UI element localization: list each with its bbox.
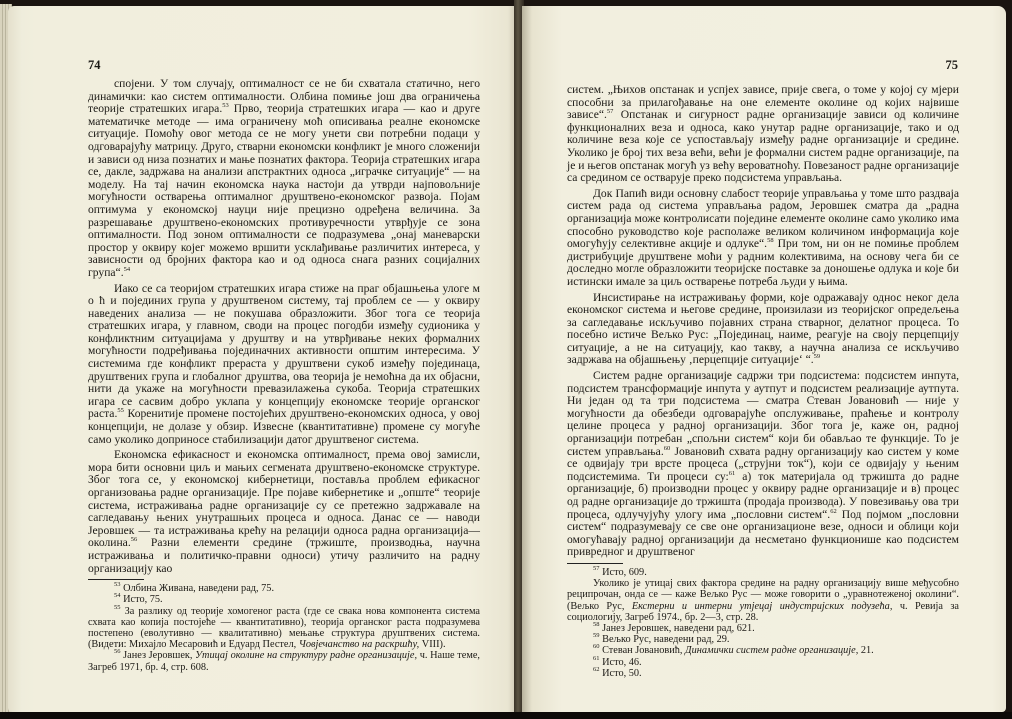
footnote <box>567 564 959 578</box>
footnote-number: 54 <box>114 592 121 600</box>
text-run: Прво, теорија стратешких игара — као и друге математичке методе — има ограничену моћ описивања реалне економске ситуације. Помоћу овог метода се не могу унети сви потребни подаци у одговарајућу матрицу. Друго, стварни економски конфликт је много сложенији и зависи од низа познатих и мање познатих фактора. Теорија стратешких игара се, дакле, задржава на анализи апстрактних односа „играчке ситуације“ — на моделу. На тај начин економска наука настоји да утврди најповољније могућности остварења оптималног друштвено-економског развоја. Појам оптимума у економској науци није прецизно одређена величина. За разрешавање друштвено-економских противуречности утврђује се зона оптималности. Под зоном оптималности се подразумева „онај маневарски простор у оквиру којег можемо вршити усклађивање различитих интереса, у зависности од бројних фактора као и од односа снага разних социјалних група“. <box>88 102 480 279</box>
italic-title: Утицај околине на структуру радне организације, <box>195 650 418 662</box>
italic-title: Екстерни и интерни утјецај индустријских подузећа, <box>631 600 893 612</box>
footnote-ref: 58 <box>767 237 774 245</box>
text-run: ч. Ревија за социологију, Загреб 1974., бр. 2—3, стр. 28. <box>567 600 960 623</box>
text-run: Јанез Јеровшек, <box>123 650 196 662</box>
footnote-ref: 59 <box>813 353 821 361</box>
paragraph <box>88 78 480 280</box>
footnote <box>88 603 480 651</box>
footnote-ref: 53 <box>222 102 229 110</box>
footnotes <box>88 579 480 673</box>
footnote <box>567 578 959 623</box>
left-page <box>8 6 516 712</box>
text-run: Јанез Јеровшек, наведени рад, 621. <box>602 622 755 634</box>
footnote-ref: 61 <box>728 469 736 477</box>
footnote-number: 60 <box>593 643 600 651</box>
text-run: ч. Наше теме, Загреб 1971, бр. 4, стр. 608. <box>88 650 481 673</box>
text-column <box>567 84 959 679</box>
footnote-ref: 56 <box>130 536 138 544</box>
text-run: Олбина Живана, наведени рад, 75. <box>123 583 275 595</box>
text-run: Инсистирање на истраживању форми, које одражавају однос неког дела економског система и његове средине, произилази из теоријског опредељења за сагледавање искључиво појавних страна стварног, делатног процеса. То посебно истиче Вељко Рус: „Појединац, наиме, реагује на своју перцепцију ситуације, а не на ситуацију, као такву, а научна анализа се искључиво задржава на објашњењу ‚перцепције ситуације‘ “. <box>567 290 959 367</box>
text-run: При том, ни он не помиње проблем дистрибуције друштвене моћи у радним колективима, на основу чега би се доследно могле образложити теоријске поставке за доношење одлука и које би истински имале за циљ остварење потреба људи у њима. <box>567 237 959 288</box>
page-number: 75 <box>945 58 958 72</box>
paragraph <box>88 449 480 575</box>
footnote <box>567 634 959 645</box>
footnote <box>567 645 959 656</box>
footnote <box>88 594 480 605</box>
paragraph <box>88 283 480 447</box>
text-run: 21. <box>858 645 874 657</box>
footnote-ref: 57 <box>606 108 614 116</box>
footnote <box>567 665 959 679</box>
footnote-rule <box>88 579 144 580</box>
text-run: Јовановић схвата радну организацију као систем у коме се одвијају три врсте процеса („струјни ток“), који се одвијају у њеним подсистемима. Ти процеси су: <box>567 444 959 483</box>
footnote-ref: 55 <box>117 407 124 415</box>
footnote <box>567 654 959 668</box>
text-run: а) ток материјала од тржишта до радне организације, б) производни процес у оквиру радне организације и в) процес од радне организације до тржишта (продаја производа). У повезивању ова три процеса, одлучујућу улогу има „пословни систем“. <box>567 469 959 521</box>
text-column <box>88 78 480 673</box>
footnote-number: 56 <box>114 648 121 656</box>
text-run: Исто, 46. <box>602 656 642 668</box>
right-page <box>522 6 1006 712</box>
page-number: 74 <box>88 58 101 72</box>
text-run: спојени. У том случају, оптималност се не би схватала статично, него динамички: као систем оптималности. Олбина помиње још два ограничења теорије стратешких игара. <box>88 77 480 116</box>
text-run: Исто, 609. <box>602 566 647 578</box>
footnote-number: 61 <box>593 654 600 662</box>
paragraph <box>567 370 959 559</box>
text-run: Исто, 50. <box>602 667 642 679</box>
footnote-number: 59 <box>593 632 600 640</box>
text-run: Разни елементи средине (тржиште, производња, научна истраживања и политичко-правни односи) утичу различито на радну организацију као <box>88 536 480 575</box>
paragraph <box>567 84 959 185</box>
scan-border <box>0 712 1012 719</box>
text-run: VIII). <box>419 639 446 651</box>
footnote-number: 62 <box>593 665 600 673</box>
text-run: Коренитије промене постојећих друштвено-економских односа, у овој концепцији, не долазе у обзир. Извесне (квантитативне) промене су могуће само уколико доприносе стабилизацији датог друштвеног система. <box>88 407 480 446</box>
text-run: Уколико је утицај свих фактора средине на радну организацију више међусобно реципрочан, онда се — каже Вељко Рус — може говорити о „уравнотеженој околини“. (Вељко Рус, <box>567 578 959 612</box>
footnote <box>88 583 480 594</box>
text-run: Стеван Јовановић, <box>602 645 686 657</box>
italic-title: Динамички систем радне организације, <box>685 645 859 657</box>
footnote <box>567 620 959 634</box>
body-text <box>88 78 480 575</box>
text-run: За разлику од теорије хомогеног раста (где се свака нова компонента система схвата као копија постојеће — квантитативно), теорија органског раста подразумева постепено (еволутивно — квалитативно) мењање структура друштвених система. (Видети: Михајло Месаровић и Едуард Пестел, <box>88 605 480 651</box>
paragraph <box>567 188 959 289</box>
text-run: Опстанак и сигурност радне организације зависи од количине функционалних веза и односа, како унутар радне организације, тако и од количине веза које се успостављају између радне организације и средине. Уколико је број тих веза већи, већи је формални систем радне организације, па је и његов опстанак могућ уз већу вероватноћу. Повезаност радне организације са средином се остварује преко подсистема управљања. <box>567 108 959 185</box>
paragraph <box>567 292 959 368</box>
text-run: систем. „Њихов опстанак и успјех зависе, прије свега, о томе у којој су мјери способни за прилагођавање на оне елементе околине од којих највише зависе“. <box>567 83 959 122</box>
footnote-ref: 54 <box>123 265 131 273</box>
footnote-number: 53 <box>114 581 121 589</box>
footnote <box>88 650 480 672</box>
footnote-rule <box>567 563 623 564</box>
footnote-number: 55 <box>114 603 121 611</box>
body-text <box>567 84 959 559</box>
footnotes <box>567 563 959 679</box>
text-run: Економска ефикасност и економска оптималност, према овој замисли, мора бити основни циљ и мањих сегмената друштвено-економске структуре. Због тога се, у економској кибернетици, поставља проблем ефикасног организовања радне организације. Пре појаве кибернетике и „опште“ теорије система, истраживања радне организације су се претежно задржавале на сагледавању њених унутрашњих процеса и односа. Данас се — наводи Јеровшек — та истраживања крећу на релацији односа радна организација—околина. <box>88 448 480 550</box>
text-run: Иако се са теоријом стратешких игара стиже на праг објашњења улоге м о ћ и појединих група у друштвеном систему, тај проблем се — у оквиру наведених анализа — не покушава образложити. Због тога се теорија стратешких игара, у главном, своди на процес погодби између судионика у конфликтним ситуацијама у друштву и на утврђивање неких формалних могућности подређивања појединачних активности општим интересима. У системима где конфликт прераста у друштвени сукоб између појединаца, друштвених група и глобалног друштва, ова теорија је немоћна да их објасни, нити да укаже на могућности превазилажења сукоба. Теорија стратешких игара се сасвим добро уклапа у концепцију економске теорије органског раста. <box>88 281 480 421</box>
footnote-ref: 60 <box>663 444 671 452</box>
text-run: Систем радне организације садржи три подсистема: подсистем инпута, подсистем трансформације инпута у аутпут и подсистем реализације аутпута. Ни један од та три подсистема — сматра Стеван Јовановић — није у могућности да обезбеди одговарајуће опслуживање, праћење и контролу целине процеса у радној организацији. Због тога је, каже он, радној организацији потребан „спољни систем“ који би обављао те функције. То је систем управљања. <box>567 369 959 458</box>
text-run: Вељко Рус, наведени рад, 29. <box>602 634 730 646</box>
text-run: Док Папић види основну слабост теорије управљања у томе што раздваја систем рада од система управљања радом, Јеровшек сматра да „радна организација може контролисати поједине елементе околине само уколико има способно руководство које располаже великом количином информација које омогућују селективне акције и одлуке“. <box>567 186 959 251</box>
footnote-ref: 62 <box>830 507 837 515</box>
footnote-number: 58 <box>593 620 600 628</box>
footnote-number: 57 <box>593 564 600 572</box>
text-run: Исто, 75. <box>123 594 163 606</box>
italic-title: Човјечанство на раскршћу, <box>298 639 420 651</box>
text-run: Под појмом „пословни систем“ подразумевају се све оне организационе везе, односи и облици који омогућавају радној организацији да несметано функционише као подсистем привредног и друштвеног <box>567 507 959 559</box>
